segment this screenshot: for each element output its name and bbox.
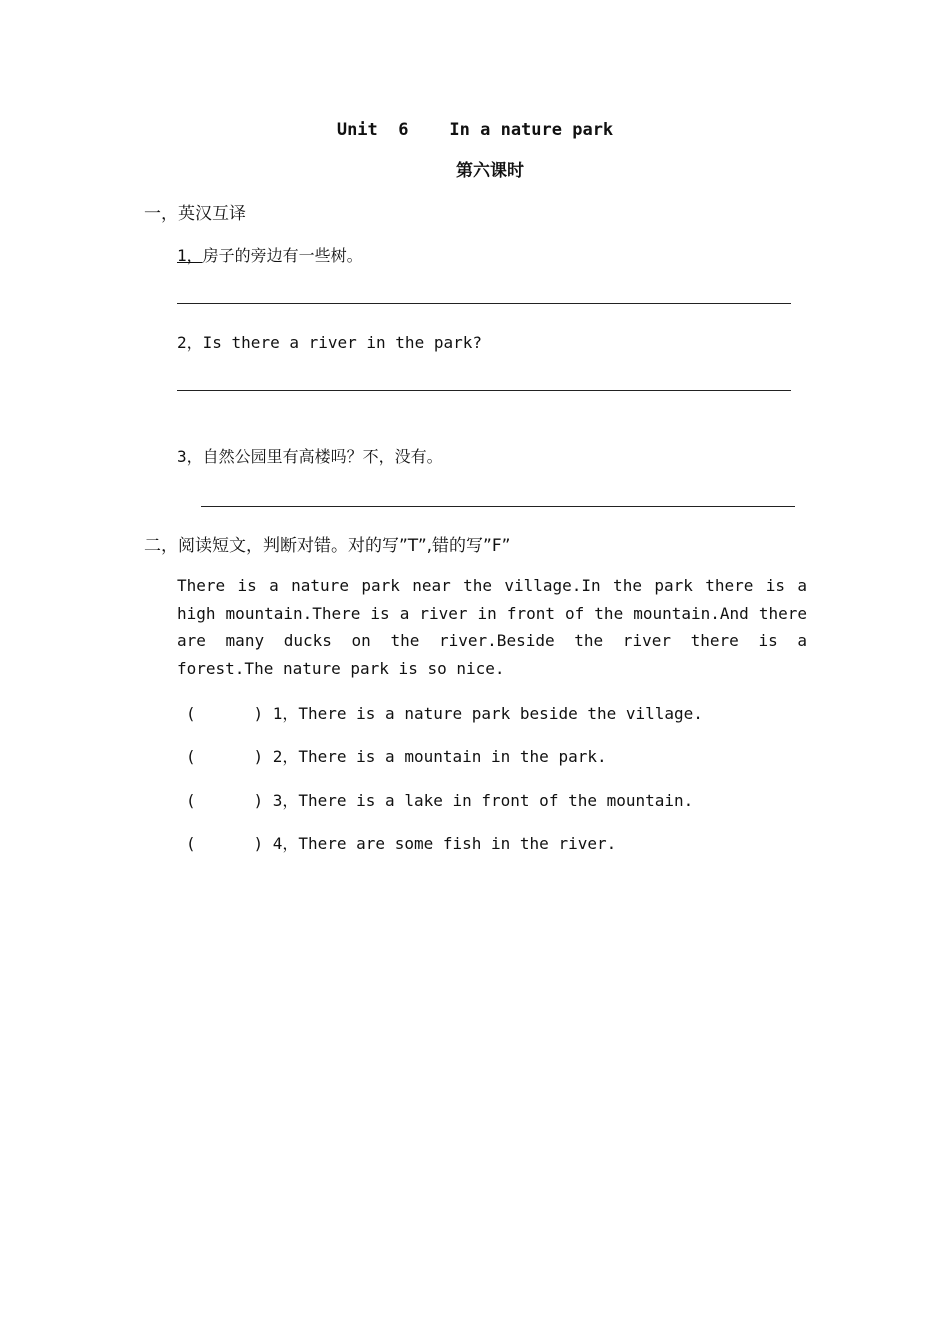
statement-text: There is a nature park beside the village. bbox=[298, 704, 703, 723]
answer-line-3[interactable] bbox=[201, 506, 795, 507]
question-2-number: 2， bbox=[177, 333, 203, 352]
answer-bracket-open[interactable]: ( bbox=[186, 834, 196, 853]
statement-number: 2， bbox=[272, 747, 299, 766]
answer-bracket-close: ) bbox=[253, 704, 264, 723]
answer-bracket-open[interactable]: ( bbox=[186, 791, 196, 810]
statement-text: There is a mountain in the park. bbox=[298, 747, 607, 766]
answer-bracket-close: ) bbox=[253, 791, 264, 810]
answer-bracket-open[interactable]: ( bbox=[186, 704, 196, 723]
answer-bracket-close: ) bbox=[253, 834, 264, 853]
statement-number: 4， bbox=[272, 834, 299, 853]
statement-text: There are some fish in the river. bbox=[298, 834, 617, 853]
statement-number: 3， bbox=[272, 791, 299, 810]
statement-text: There is a lake in front of the mountain. bbox=[298, 791, 694, 810]
question-1-text: 房子的旁边有一些树。 bbox=[202, 246, 363, 265]
question-3-text: 自然公园里有高楼吗？不，没有。 bbox=[202, 447, 443, 466]
page-title: Unit 6 In a nature park bbox=[336, 120, 614, 140]
lesson-subtitle: 第六课时 bbox=[456, 161, 524, 181]
answer-line-2[interactable] bbox=[177, 390, 791, 391]
question-1 bbox=[177, 243, 363, 266]
section-2-heading: 二，阅读短文，判断对错。对的写”T”,错的写”F” bbox=[144, 536, 511, 556]
reading-passage: There is a nature park near the village.In the park there is a high mountain.There is a river in front of the mountain.And there are many ducks on the river.Beside the river there is a forest.The nature park is so nice. bbox=[177, 576, 807, 678]
question-3 bbox=[177, 444, 443, 467]
answer-line-1[interactable] bbox=[177, 303, 791, 304]
statement-row bbox=[186, 831, 616, 854]
answer-bracket-close: ) bbox=[253, 747, 264, 766]
question-2 bbox=[177, 330, 482, 353]
answer-bracket-open[interactable]: ( bbox=[186, 747, 196, 766]
statement-row bbox=[186, 788, 693, 811]
statement-number: 1， bbox=[272, 704, 299, 723]
statement-row bbox=[186, 744, 607, 767]
question-1-number: 1， bbox=[177, 246, 203, 265]
question-3-number: 3， bbox=[177, 447, 203, 466]
section-1-heading: 一，英汉互译 bbox=[144, 204, 246, 224]
statement-row bbox=[186, 701, 703, 724]
question-2-text: Is there a river in the park? bbox=[202, 333, 482, 352]
